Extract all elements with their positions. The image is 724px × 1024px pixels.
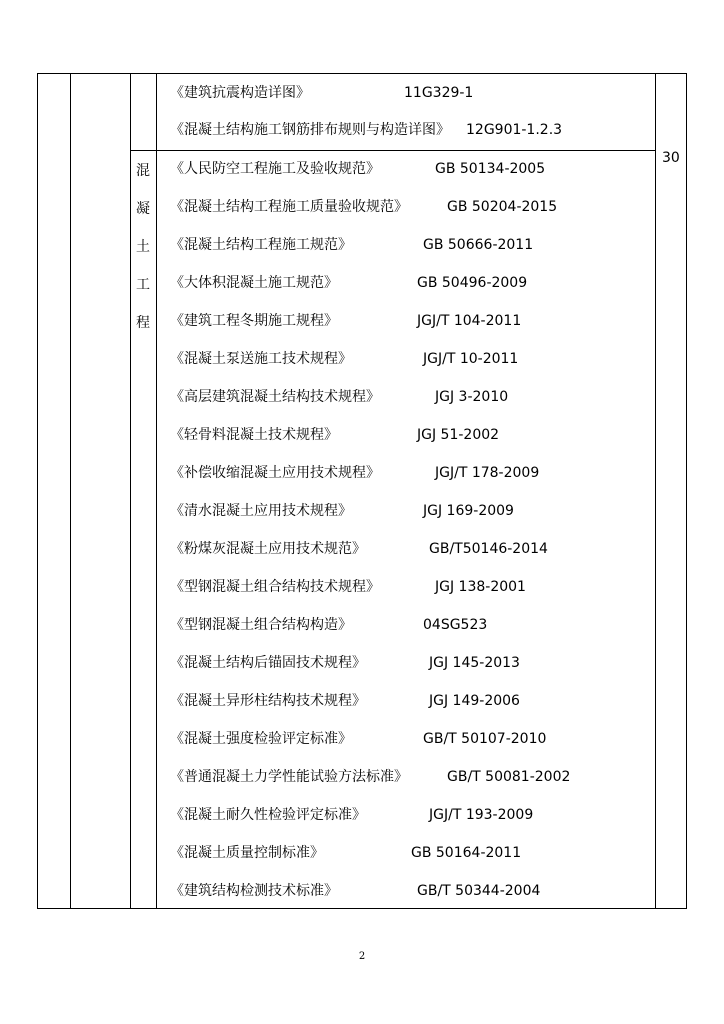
standard-code: JGJ 149-2006 xyxy=(429,693,520,709)
standard-title: 《混凝土质量控制标准》 xyxy=(170,845,324,861)
standard-title: 《大体积混凝土施工规范》 xyxy=(170,275,338,291)
standard-title: 《混凝土强度检验评定标准》 xyxy=(170,731,352,747)
standard-title: 《型钢混凝土组合结构构造》 xyxy=(170,617,352,633)
standard-title: 《混凝土结构施工钢筋排布规则与构造详图》 xyxy=(170,122,450,138)
column-divider-2 xyxy=(130,73,131,909)
count-cell: 30 xyxy=(662,150,680,166)
standard-code: JGJ 145-2013 xyxy=(429,655,520,671)
standard-title: 《建筑结构检测技术标准》 xyxy=(170,883,338,899)
standard-code: JGJ/T 104-2011 xyxy=(417,313,522,329)
section-divider xyxy=(130,150,656,151)
page-number: 2 xyxy=(358,951,366,962)
standard-code: GB/T 50107-2010 xyxy=(423,731,547,747)
category-label-char: 凝 xyxy=(136,201,150,217)
standard-code: GB 50496-2009 xyxy=(417,275,528,291)
standard-title: 《混凝土泵送施工技术规程》 xyxy=(170,351,352,367)
standard-code: 12G901-1.2.3 xyxy=(466,122,563,138)
standard-code: GB/T 50344-2004 xyxy=(417,883,541,899)
standard-code: 11G329-1 xyxy=(404,85,474,101)
column-divider-4 xyxy=(655,73,656,909)
standard-code: 04SG523 xyxy=(423,617,488,633)
standard-title: 《型钢混凝土组合结构技术规程》 xyxy=(170,579,380,595)
standard-title: 《混凝土耐久性检验评定标准》 xyxy=(170,807,366,823)
standard-code: GB 50134-2005 xyxy=(435,161,546,177)
standard-title: 《补偿收缩混凝土应用技术规程》 xyxy=(170,465,380,481)
standard-code: JGJ/T 193-2009 xyxy=(429,807,534,823)
standard-code: JGJ 169-2009 xyxy=(423,503,514,519)
standard-code: JGJ/T 178-2009 xyxy=(435,465,540,481)
standard-title: 《混凝土结构工程施工规范》 xyxy=(170,237,352,253)
standard-code: JGJ 51-2002 xyxy=(417,427,500,443)
category-label-char: 混 xyxy=(136,163,150,179)
standard-code: JGJ 138-2001 xyxy=(435,579,526,595)
category-label-char: 程 xyxy=(136,315,150,331)
column-divider-3 xyxy=(156,73,157,909)
standard-code: GB 50164-2011 xyxy=(411,845,522,861)
standard-code: GB/T 50081-2002 xyxy=(447,769,571,785)
category-label-char: 工 xyxy=(136,277,150,293)
standard-title: 《混凝土异形柱结构技术规程》 xyxy=(170,693,366,709)
standard-code: JGJ/T 10-2011 xyxy=(423,351,519,367)
standard-code: GB 50666-2011 xyxy=(423,237,534,253)
standard-title: 《建筑抗震构造详图》 xyxy=(170,85,310,101)
standard-title: 《人民防空工程施工及验收规范》 xyxy=(170,161,380,177)
standard-title: 《普通混凝土力学性能试验方法标准》 xyxy=(170,769,408,785)
standard-title: 《建筑工程冬期施工规程》 xyxy=(170,313,338,329)
standard-title: 《清水混凝土应用技术规程》 xyxy=(170,503,352,519)
standard-title: 《高层建筑混凝土结构技术规程》 xyxy=(170,389,380,405)
category-label-char: 土 xyxy=(136,239,150,255)
standard-title: 《混凝土结构工程施工质量验收规范》 xyxy=(170,199,408,215)
column-divider-1 xyxy=(70,73,71,909)
standard-title: 《混凝土结构后锚固技术规程》 xyxy=(170,655,366,671)
standard-code: GB/T50146-2014 xyxy=(429,541,548,557)
standard-code: JGJ 3-2010 xyxy=(435,389,509,405)
standard-title: 《粉煤灰混凝土应用技术规范》 xyxy=(170,541,366,557)
standard-code: GB 50204-2015 xyxy=(447,199,558,215)
standard-title: 《轻骨料混凝土技术规程》 xyxy=(170,427,338,443)
